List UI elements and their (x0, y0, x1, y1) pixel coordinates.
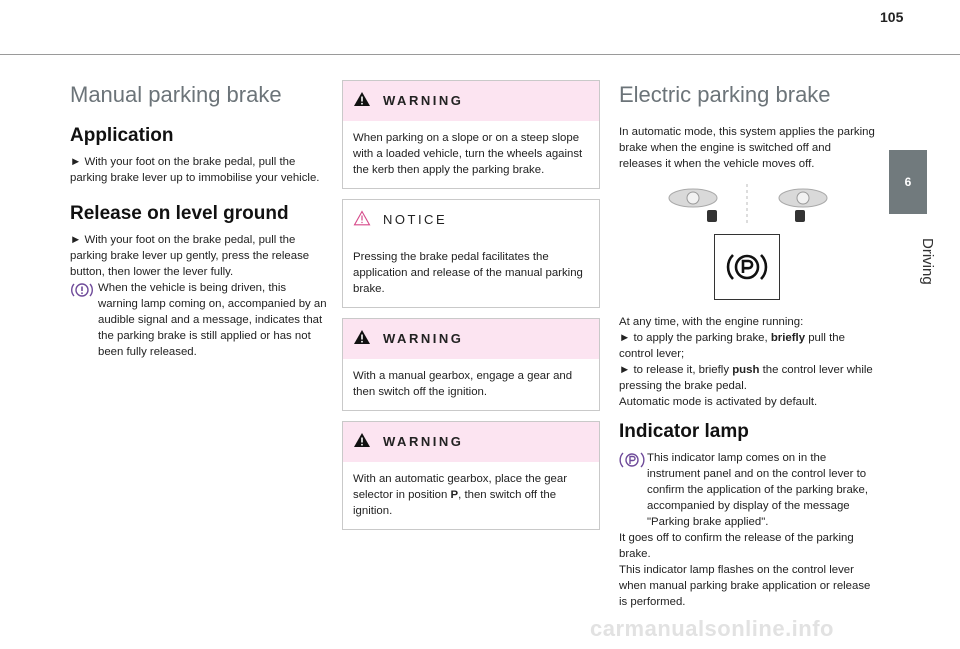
warning-header (343, 422, 599, 462)
warning-label: WARNING (383, 434, 464, 449)
warning-text: With an automatic gearbox, place the gear selector in position P, then switch off the ignition. (353, 473, 568, 517)
divider-dashed (745, 184, 749, 224)
warning-triangle-icon (353, 91, 371, 112)
notice-text: Pressing the brake pedal facilitates the application and release of the manual parking brake. (353, 251, 583, 295)
right-hand-drive-icon (761, 184, 831, 224)
notice-header (343, 200, 599, 240)
release-heading: Release on level ground (70, 203, 289, 224)
release-text: ► With your foot on the brake pedal, pull the parking brake lever up gently, press the release button, then lower the lever fully. (70, 234, 310, 278)
parking-brake-control-icon (714, 234, 780, 300)
default-mode-text: Automatic mode is activated by default. (619, 396, 818, 408)
indicator-note (619, 450, 875, 530)
usage-line: At any time, with the engine running: (619, 316, 804, 328)
parking-brake-lamp-icon (70, 280, 98, 360)
watermark: carmanualsonline.info (590, 616, 834, 641)
warning-header (343, 319, 599, 359)
warning-triangle-icon (353, 432, 371, 453)
warning-box-manual (342, 318, 600, 411)
notice-label: NOTICE (383, 212, 448, 227)
lamp-note-text: When the vehicle is being driven, this warning lamp coming on, accompanied by an audible signal and a message, indicates that the parking brake is still applied or has not been fully released. (98, 282, 327, 358)
application-text: ► With your foot on the brake pedal, pull the parking brake lever up to immobilise your vehicle. (70, 156, 320, 184)
chapter-name: Driving (919, 238, 936, 285)
electric-parking-brake-title: Electric parking brake (619, 82, 831, 107)
indicator-heading: Indicator lamp (619, 421, 749, 442)
page-number: 105 (880, 9, 904, 25)
left-hand-drive-icon (663, 184, 733, 224)
electric-intro: In automatic mode, this system applies the parking brake when the engine is switched off and releases it when the vehicle moves off. (619, 126, 875, 170)
notice-box (342, 199, 600, 308)
steering-illustration (619, 184, 875, 224)
lamp-note (70, 280, 328, 360)
warning-box-automatic (342, 421, 600, 530)
indicator-text-3: This indicator lamp flashes on the control lever when manual parking brake application or release is performed. (619, 564, 871, 608)
warning-text: With a manual gearbox, engage a gear and then switch off the ignition. (353, 370, 573, 398)
header-rule (0, 54, 960, 55)
release-instruction: ► to release it, briefly push the control lever while pressing the brake pedal. (619, 364, 873, 392)
warning-label: WARNING (383, 93, 464, 108)
indicator-text-2: It goes off to confirm the release of the parking brake. (619, 532, 854, 560)
warning-header (343, 81, 599, 121)
release-section (70, 202, 328, 360)
manual-parking-brake-title: Manual parking brake (70, 82, 282, 107)
usage-section (619, 314, 875, 410)
left-column (70, 80, 328, 360)
warning-text: When parking on a slope or on a steep slope with a loaded vehicle, turn the wheels against the kerb then apply the parking brake. (353, 132, 583, 176)
chapter-tab[interactable]: 6 (889, 150, 927, 214)
apply-instruction: ► to apply the parking brake, briefly pull the control lever; (619, 332, 845, 360)
parking-brake-lamp-icon (619, 450, 647, 530)
warning-box-slope (342, 80, 600, 189)
middle-column (342, 80, 600, 540)
right-column (619, 80, 875, 610)
notice-triangle-icon (353, 210, 371, 231)
application-section (70, 124, 328, 186)
warning-label: WARNING (383, 331, 464, 346)
indicator-text-1: This indicator lamp comes on in the instrument panel and on the control lever to confirm the application of the parking brake, accompanied by display of the message "Parking brake applied". (647, 452, 868, 528)
warning-triangle-icon (353, 329, 371, 350)
application-heading: Application (70, 125, 174, 146)
